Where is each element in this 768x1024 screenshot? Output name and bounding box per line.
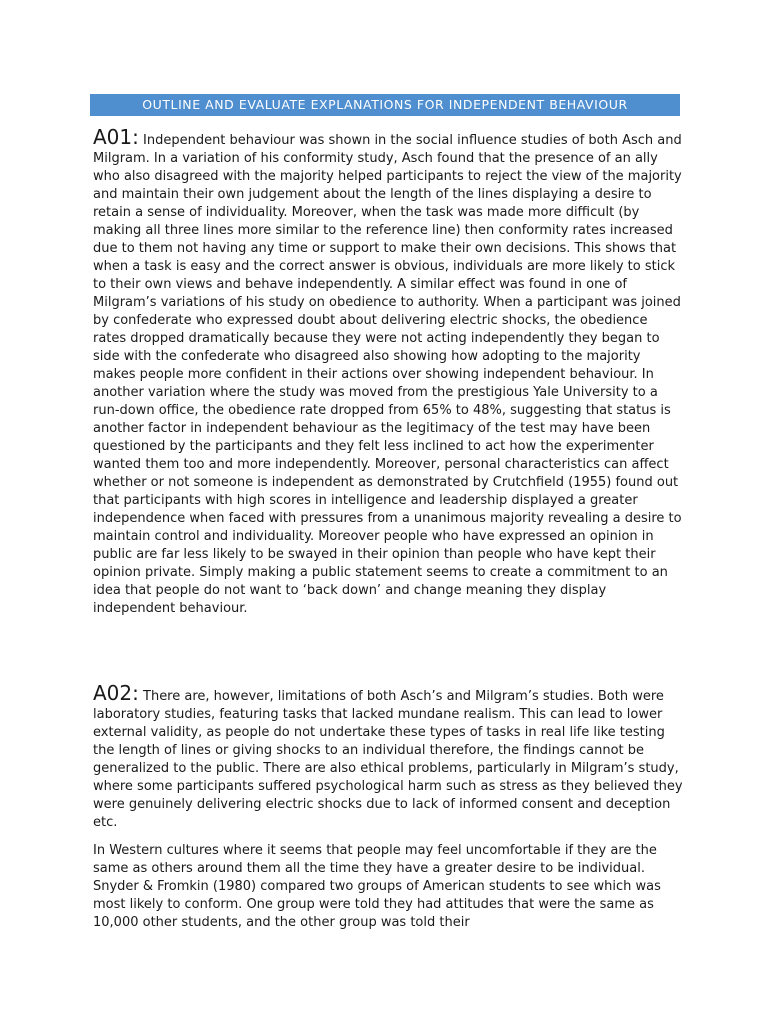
document-title: OUTLINE AND EVALUATE EXPLANATIONS FOR INDEPENDENT BEHAVIOUR [90, 94, 680, 116]
section-a01-text: Independent behaviour was shown in the social influence studies of both Asch and Milgram. In a variation of his conformity study, Asch found that the presence of an ally who also disagreed with the majority helped participants to reject the view of the majority and maintain their own judgement about the length of the lines displaying a desire to retain a sense of individuality. Moreover, when the task was made more difficult (by making all three lines more similar to the reference line) then conformity rates increased due to them not having any time or support to make their own decisions. This shows that when a task is easy and the correct answer is obvious, individuals are more likely to stick to their own views and behave independently. A similar effect was found in one of Milgram’s variations of his study on obedience to authority. When a participant was joined by confederate who expressed doubt about delivering electric shocks, the obedience rates dropped dramatically because they were not acting independently they began to side with the confederate who disagreed also showing how adopting to the majority makes people more confident in their actions over showing independent behaviour. In another variation where the study was moved from the prestigious Yale University to a run-down office, the obedience rate dropped from 65% to 48%, suggesting that status is another factor in independent behaviour as the legitimacy of the test may have been questioned by the participants and they felt less inclined to act how the experimenter wanted them too and more independently. Moreover, personal characteristics can affect whether or not someone is independent as demonstrated by Crutchfield (1955) found out that participants with high scores in intelligence and leadership displayed a greater independence when faced with pressures from a unanimous majority revealing a desire to maintain control and individuality. Moreover people who have expressed an opinion in public are far less likely to be swayed in their opinion than people who have kept their opinion private. Simply making a public statement seems to create a commitment to an idea that people do not want to ‘back down’ and change meaning they display independent behaviour. [93, 133, 682, 616]
section-a01-label: A01: [93, 125, 139, 149]
section-a02-text: There are, however, limitations of both Asch’s and Milgram’s studies. Both were laboratory studies, featuring tasks that lacked mundane realism. This can lead to lower external validity, as people do not undertake these types of tasks in real life like testing the length of lines or giving shocks to an individual therefore, the findings cannot be generalized to the public. There are also ethical problems, particularly in Milgram’s study, where some participants suffered psychological harm such as stress as they believed they were genuinely delivering electric shocks due to lack of informed consent and deception etc. [93, 689, 683, 830]
section-paragraph-3-text: In Western cultures where it seems that people may feel uncomfortable if they are the same as others around them all the time they have a greater desire to be individual. Snyder & Fromkin (1980) compared two groups of American students to see which was most likely to conform. One group were told they had attitudes that were the same as 10,000 other students, and the other group was told their [93, 843, 661, 930]
section-a02-label: A02: [93, 681, 139, 705]
section-a02 [93, 681, 683, 832]
section-paragraph-3 [93, 842, 683, 932]
section-a01 [93, 125, 683, 618]
